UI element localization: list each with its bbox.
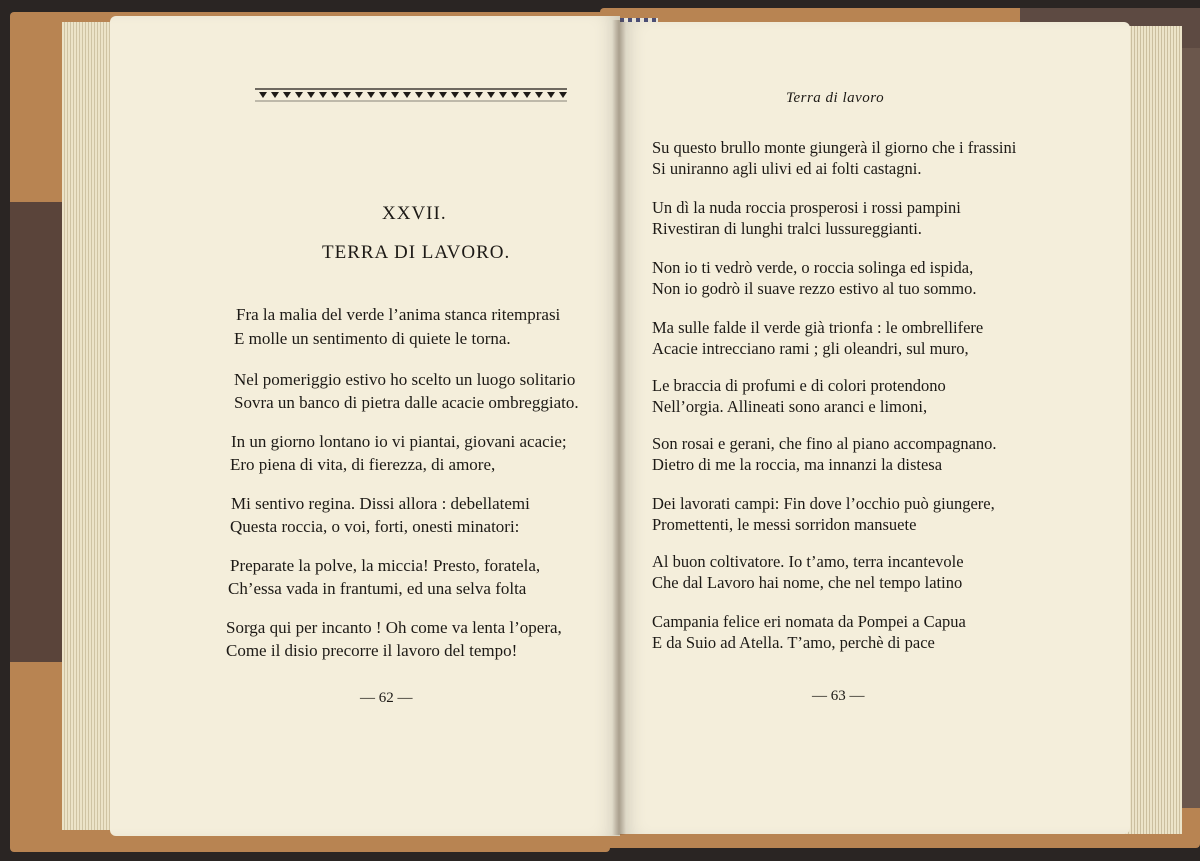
page-number-right: — 63 — (812, 688, 865, 704)
poem-line: Dietro di me la roccia, ma innanzi la distesa (652, 455, 943, 474)
poem-line: Come il disio precorre il lavoro del tempo! (226, 641, 518, 660)
poem-line: Non io godrò il suave rezzo estivo al tuo sommo. (652, 279, 977, 298)
poem-line: Mi sentivo regina. Dissi allora : debellatemi (231, 494, 530, 513)
left-page (110, 16, 620, 836)
poem-line: Questa roccia, o voi, forti, onesti minatori: (230, 517, 520, 536)
poem-line: Rivestiran di lunghi tralci lussureggianti. (652, 219, 922, 238)
poem-line: Ma sulle falde il verde già trionfa : le ombrellifere (652, 318, 984, 337)
poem-line: Acacie intrecciano rami ; gli oleandri, sul muro, (652, 339, 969, 358)
poem-line: Sovra un banco di pietra dalle acacie ombreggiato. (234, 393, 579, 412)
poem-line: E da Suio ad Atella. T’amo, perchè di pace (652, 633, 935, 652)
chapter-title: TERRA DI LAVORO. (322, 242, 511, 263)
book-gutter (612, 20, 626, 835)
poem-line: Su questo brullo monte giungerà il giorno che i frassini (652, 138, 1017, 157)
poem-line: Le braccia di profumi e di colori protendono (652, 376, 946, 395)
poem-line: Sorga qui per incanto ! Oh come va lenta l’opera, (226, 618, 562, 637)
poem-line: Promettenti, le messi sorridon mansuete (652, 515, 917, 534)
poem-line: Si uniranno agli ulivi ed ai folti castagni. (652, 159, 922, 178)
poem-line: Non io ti vedrò verde, o roccia solinga ed ispida, (652, 258, 974, 277)
decorative-ornament-band (255, 88, 567, 102)
poem-line: Preparate la polve, la miccia! Presto, foratela, (230, 556, 541, 575)
poem-line: Nell’orgia. Allineati sono aranci e limoni, (652, 397, 928, 416)
poem-line: Ch’essa vada in frantumi, ed una selva folta (228, 579, 527, 598)
poem-line: Campania felice eri nomata da Pompei a Capua (652, 612, 966, 631)
page-number-left: — 62 — (360, 690, 413, 706)
poem-line: Fra la malia del verde l’anima stanca ritemprasi (236, 305, 561, 324)
poem-line: Ero piena di vita, di fierezza, di amore, (230, 455, 496, 474)
running-head: Terra di lavoro (786, 90, 885, 106)
poem-line: E molle un sentimento di quiete le torna. (234, 329, 511, 348)
poem-line: Dei lavorati campi: Fin dove l’occhio può giungere, (652, 494, 995, 513)
chapter-number: XXVII. (382, 203, 447, 224)
poem-line: Un dì la nuda roccia prosperosi i rossi pampini (652, 198, 961, 217)
poem-line: Nel pomeriggio estivo ho scelto un luogo solitario (234, 370, 576, 389)
poem-line: Son rosai e gerani, che fino al piano accompagnano. (652, 434, 997, 453)
poem-line: In un giorno lontano io vi piantai, giovani acacie; (231, 432, 567, 451)
cover-left-leather-spine (10, 202, 65, 662)
poem-line: Che dal Lavoro hai nome, che nel tempo latino (652, 573, 963, 592)
poem-line: Al buon coltivatore. Io t’amo, terra incantevole (652, 552, 964, 571)
